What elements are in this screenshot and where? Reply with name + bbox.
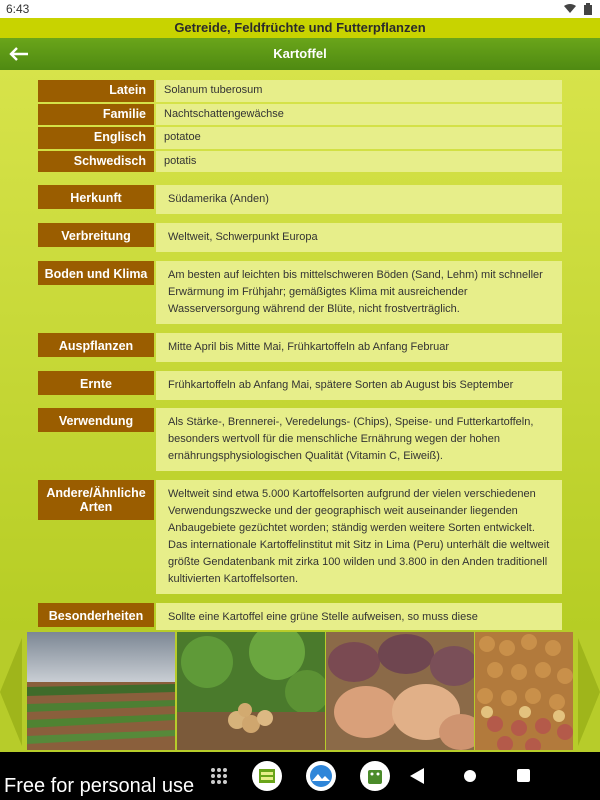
nav-home-icon[interactable] [463, 769, 477, 783]
section-verwendung [38, 408, 562, 471]
image-gallery[interactable] [0, 630, 600, 752]
section-value: Frühkartoffeln ab Anfang Mai, spätere Sorten ab August bis September [156, 371, 562, 400]
name-row-familie [38, 104, 562, 126]
section-value: Sollte eine Kartoffel eine grüne Stelle aufweisen, so muss diese [156, 603, 562, 630]
section-label: Verbreitung [38, 223, 154, 247]
section-value: Als Stärke-, Brennerei-, Veredelungs- (Chips), Speise- und Futterkartoffeln, besonders wertvoll für die menschliche Ernährung wegen der hohen ernährungsphysiologischen Qualität (Vitamin C, Eiweiß). [156, 408, 562, 471]
page-title: Kartoffel [273, 46, 327, 61]
section-value: Am besten auf leichten bis mittelschweren Böden (Sand, Lehm) mit schneller Erwärmung im Frühjahr; gemäßigtes Klima mit ausreichender Wasserversorgung während der Blüte, nicht frostverträglich. [156, 261, 562, 324]
name-row-latein [38, 80, 562, 102]
app-shortcut-icon[interactable] [252, 761, 282, 791]
name-value: Solanum tuberosum [156, 80, 562, 102]
section-ernte [38, 371, 562, 400]
field-photo[interactable] [27, 632, 175, 750]
section-label: Besonderheiten [38, 603, 154, 627]
section-andere-arten [38, 480, 562, 594]
section-value: Südamerika (Anden) [156, 185, 562, 214]
wifi-icon [564, 4, 576, 14]
watermark-text: Free for personal use [4, 775, 195, 797]
section-label: Herkunft [38, 185, 154, 209]
name-row-englisch [38, 127, 562, 149]
section-label: Boden und Klima [38, 261, 154, 285]
section-label: Auspflanzen [38, 333, 154, 357]
status-time: 6:43 [6, 2, 30, 16]
gallery-next-icon[interactable] [578, 638, 600, 746]
small-potatoes-photo[interactable] [475, 632, 573, 750]
section-auspflanzen [38, 333, 562, 362]
arrow-left-icon [9, 47, 29, 61]
section-label: Andere/Ähnliche Arten [38, 480, 154, 520]
section-value: Weltweit, Schwerpunkt Europa [156, 223, 562, 252]
nav-recents-icon[interactable] [517, 769, 530, 782]
section-verbreitung [38, 223, 562, 252]
name-row-schwedisch [38, 151, 562, 173]
toolbar [0, 38, 600, 70]
back-button[interactable] [6, 38, 32, 70]
nav-back-icon[interactable] [410, 768, 424, 784]
section-label: Verwendung [38, 408, 154, 432]
name-label: Familie [38, 104, 154, 126]
app-title: Getreide, Feldfrüchte und Futterpflanzen [174, 20, 426, 35]
names-table [38, 80, 562, 174]
harvest-photo[interactable] [177, 632, 325, 750]
content-scroll[interactable] [0, 70, 600, 630]
name-value: Nachtschattengewächse [156, 104, 562, 126]
name-label: Schwedisch [38, 151, 154, 173]
photos-app-icon[interactable] [306, 761, 336, 791]
section-value: Mitte April bis Mitte Mai, Frühkartoffeln ab Anfang Februar [156, 333, 562, 362]
name-value: potatoe [156, 127, 562, 149]
name-value: potatis [156, 151, 562, 173]
gallery-prev-icon[interactable] [0, 638, 22, 746]
section-boden-klima [38, 261, 562, 324]
app-title-bar [0, 18, 600, 38]
section-value: Weltweit sind etwa 5.000 Kartoffelsorten aufgrund der vielen verschiedenen Verwendungszwecke und der geographisch weit auseinander liegenden Anbaugebiete gezüchtet worden; ständig werden weitere Sorten entwickelt. Das internationale Kartoffelinstitut mit Sitz in Lima (Peru) unterhält die weltweit größte Gendatenbank mit zirka 100 wilden und 3.800 in den Anden traditionell kultivierten Kartoffelsorten. [156, 480, 562, 594]
name-label: Latein [38, 80, 154, 102]
app-drawer-icon[interactable] [210, 767, 228, 785]
section-label: Ernte [38, 371, 154, 395]
potatoes-photo[interactable] [326, 632, 474, 750]
section-besonderheiten [38, 603, 562, 630]
status-icons [564, 3, 592, 15]
status-bar [0, 0, 600, 18]
android-app-icon[interactable] [360, 761, 390, 791]
name-label: Englisch [38, 127, 154, 149]
battery-icon [584, 3, 592, 15]
section-herkunft [38, 185, 562, 214]
